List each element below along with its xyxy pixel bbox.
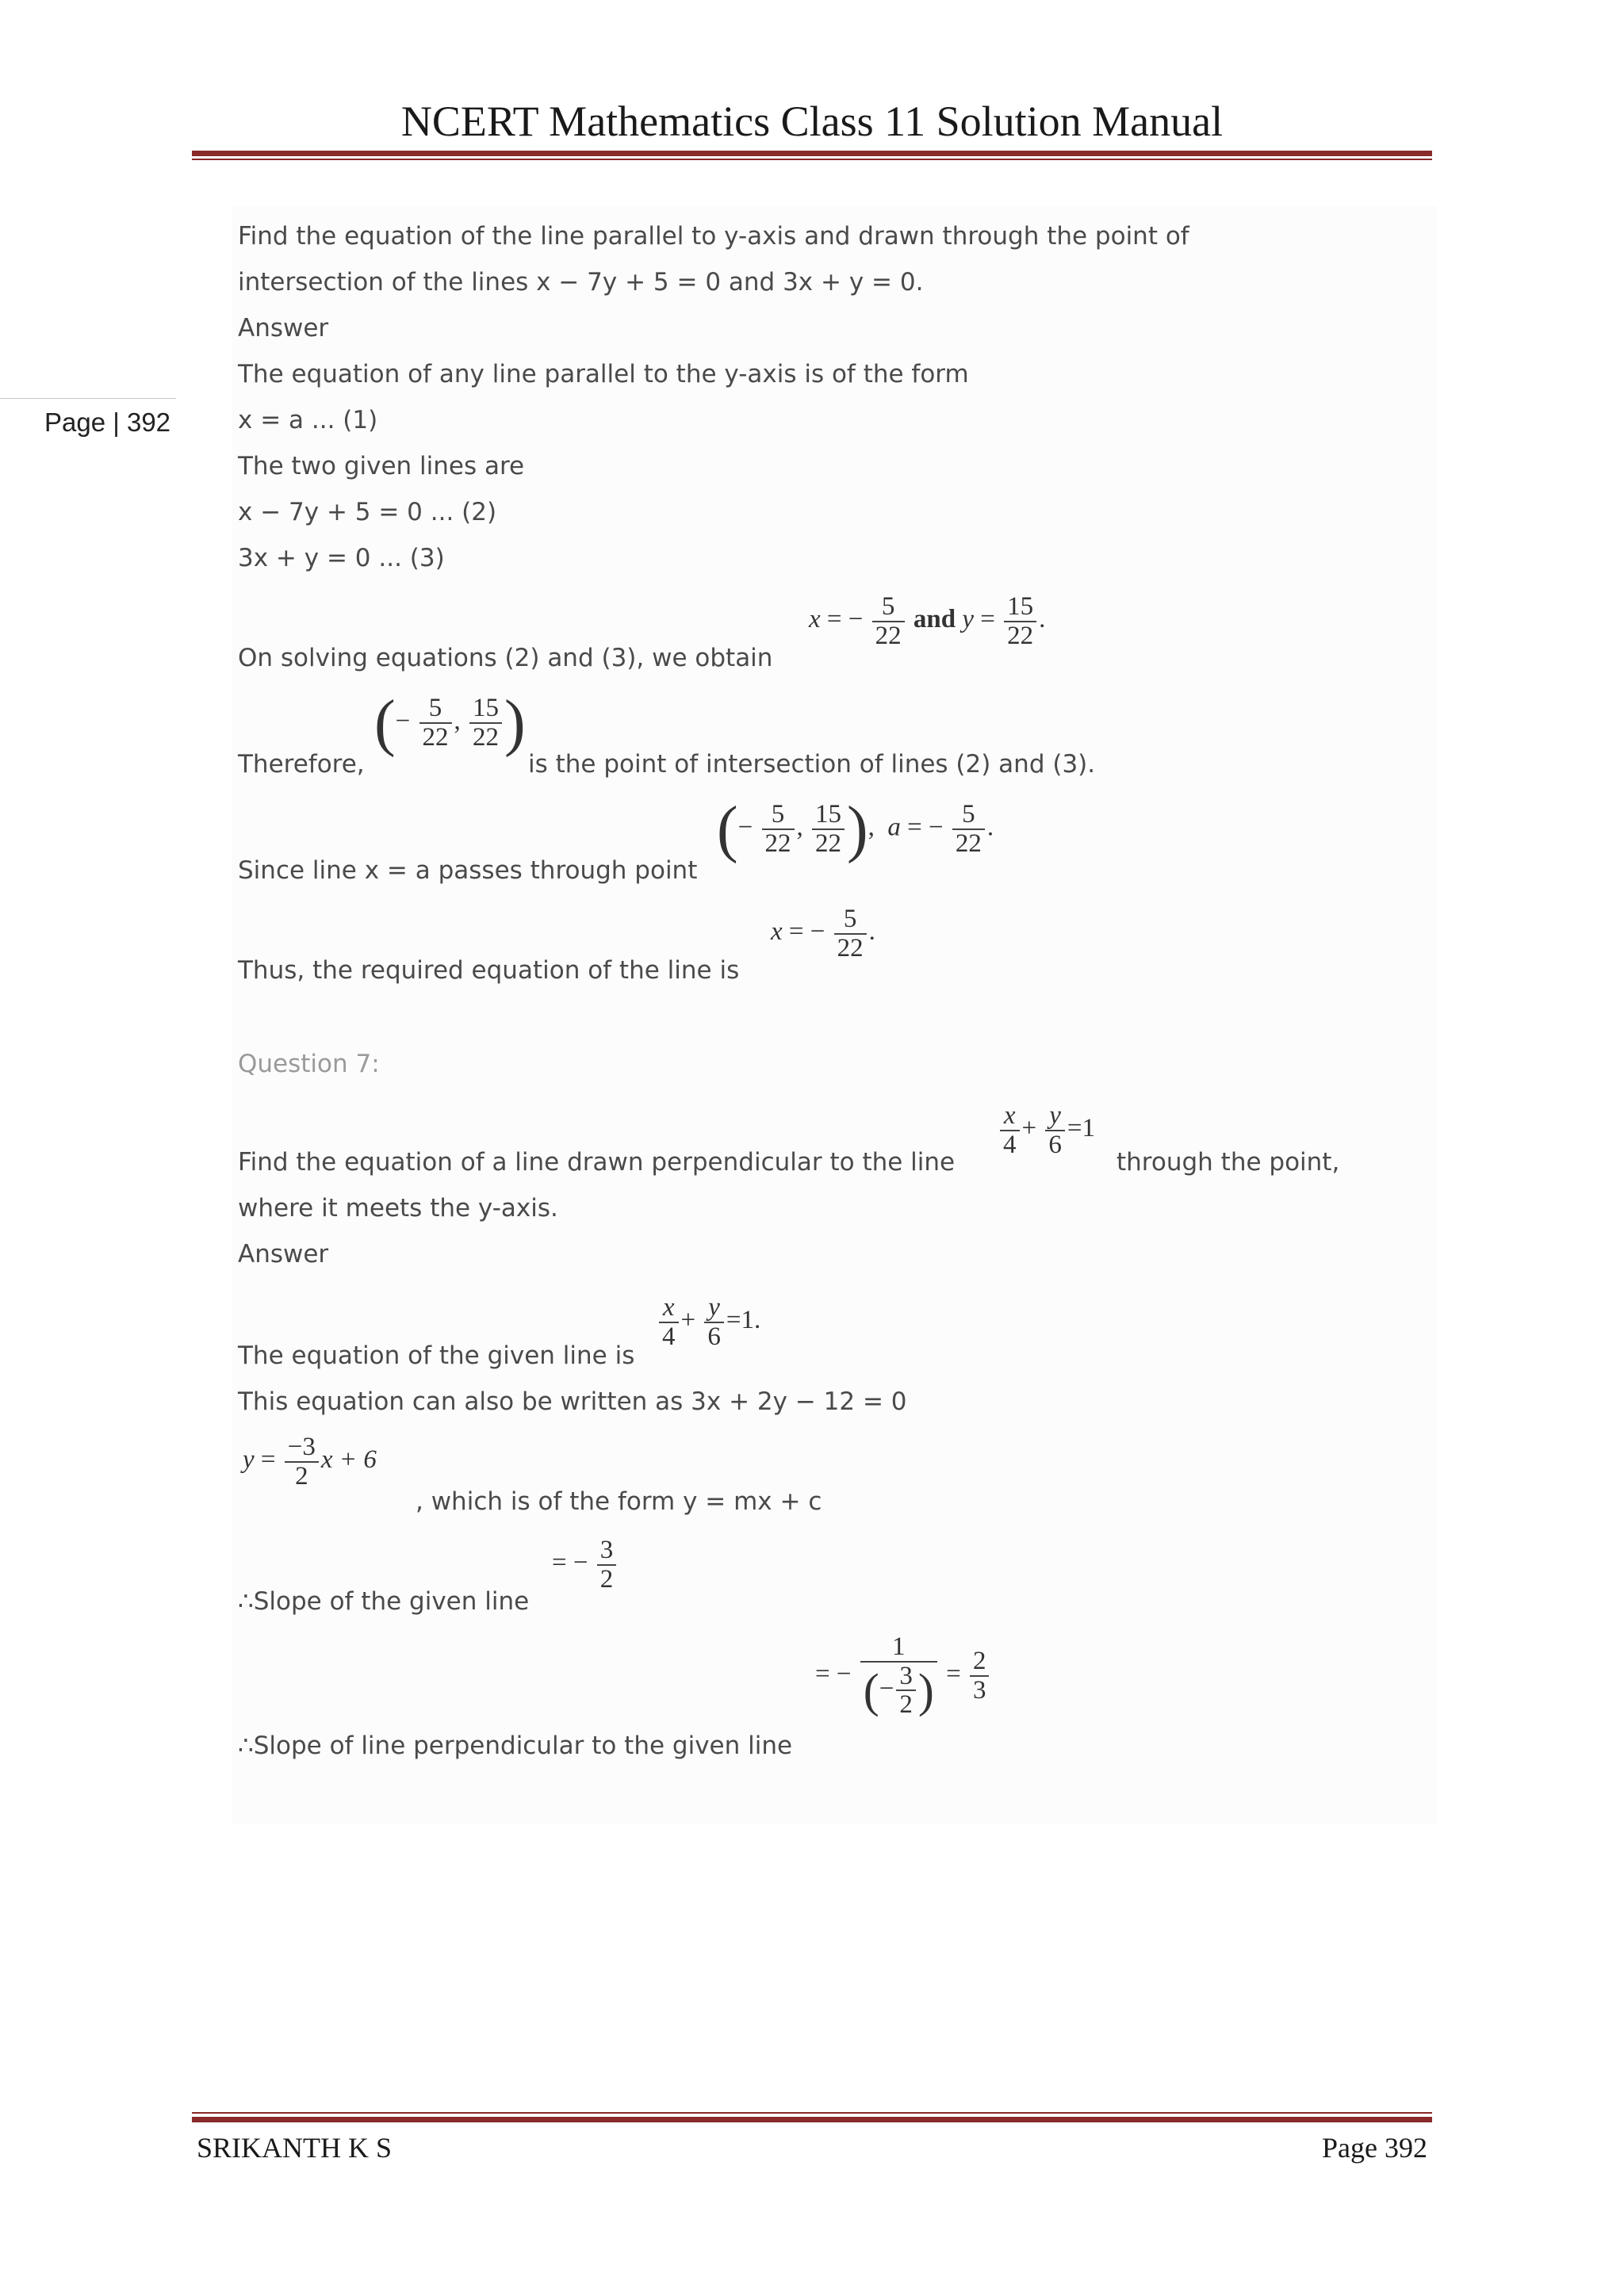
- given-slope-value: = − $\frac{3}{2}$: [552, 1536, 619, 1593]
- answer-line-9: Thus, the required equation of the line is: [238, 956, 740, 985]
- answer-b-line-4: ∴Slope of the given line: [238, 1587, 530, 1616]
- slope-intercept-equation: y = $\frac{-3}{2}$ x + 6: [243, 1433, 377, 1490]
- question-text-line-2: intersection of the lines x − 7y + 5 = 0 and 3x + y = 0.: [238, 268, 924, 297]
- answer-line-8: Since line x = a passes through point: [238, 856, 698, 885]
- question-7-label: Question 7:: [238, 1050, 380, 1078]
- answer-line-7-suffix: is the point of intersection of lines (2) and (3).: [528, 750, 1096, 779]
- answer-line-4: x − 7y + 5 = 0 ... (2): [238, 498, 497, 526]
- header-rule-thick: [192, 151, 1432, 156]
- solution-equation: x = − $\frac{5}{22}$ and y = $\frac{15}{22}$ .: [809, 592, 1046, 650]
- content-area: [232, 206, 1437, 1823]
- answer-line-5: 3x + y = 0 ... (3): [238, 544, 445, 572]
- footer-page-number: Page 392: [1322, 2132, 1427, 2164]
- answer-line-7-prefix: Therefore,: [238, 750, 365, 779]
- answer-b-line-1: The equation of the given line is: [238, 1341, 635, 1370]
- answer-b-line-3: , which is of the form y = mx + c: [416, 1487, 822, 1516]
- question-7-text-prefix: Find the equation of a line drawn perpendicular to the line: [238, 1148, 956, 1177]
- header-rule-thin: [192, 159, 1432, 160]
- answer-line-6: On solving equations (2) and (3), we obtain: [238, 644, 773, 672]
- answer-line-2: x = a ... (1): [238, 406, 378, 434]
- intersection-point: (− $\frac{5}{22}$ , $\frac{15}{22}$ ): [374, 688, 526, 758]
- footer-author: SRIKANTH K S: [197, 2132, 393, 2164]
- answer-b-line-5: ∴Slope of line perpendicular to the given line: [238, 1732, 793, 1760]
- side-page-label: Page | 392: [44, 408, 171, 437]
- answer-b-line-2: This equation can also be written as 3x + 2y − 12 = 0: [238, 1387, 907, 1416]
- perpendicular-slope-value: = − 1 (− $\frac{3}{2}$ ) = $\frac{2}{3}$: [815, 1633, 991, 1719]
- page-header-title: NCERT Mathematics Class 11 Solution Manual: [400, 98, 1224, 145]
- question-text-line-1: Find the equation of the line parallel to y-axis and drawn through the point of: [238, 222, 1189, 251]
- answer-heading-2: Answer: [238, 1240, 329, 1269]
- footer-rule-thin: [192, 2112, 1432, 2114]
- final-equation: x = − $\frac{5}{22}$ .: [771, 905, 875, 962]
- footer-rule-thick: [192, 2117, 1432, 2122]
- answer-line-3: The two given lines are: [238, 452, 525, 480]
- given-line-equation: $\frac{x}{4}$ + $\frac{y}{6}$ =1: [998, 1102, 1095, 1158]
- side-divider: [0, 398, 176, 399]
- answer-line-1: The equation of any line parallel to the y-axis is of the form: [238, 360, 969, 388]
- question-7-text-line-2: where it meets the y-axis.: [238, 1194, 558, 1223]
- point-and-a-value: (− $\frac{5}{22}$ , $\frac{15}{22}$ ), a = − $\frac{5}{22}$ .: [717, 794, 994, 864]
- question-7-text-suffix: through the point,: [1116, 1148, 1340, 1177]
- answer-heading: Answer: [238, 314, 329, 342]
- given-line-equation-2: $\frac{x}{4}$ + $\frac{y}{6}$ =1.: [657, 1294, 760, 1350]
